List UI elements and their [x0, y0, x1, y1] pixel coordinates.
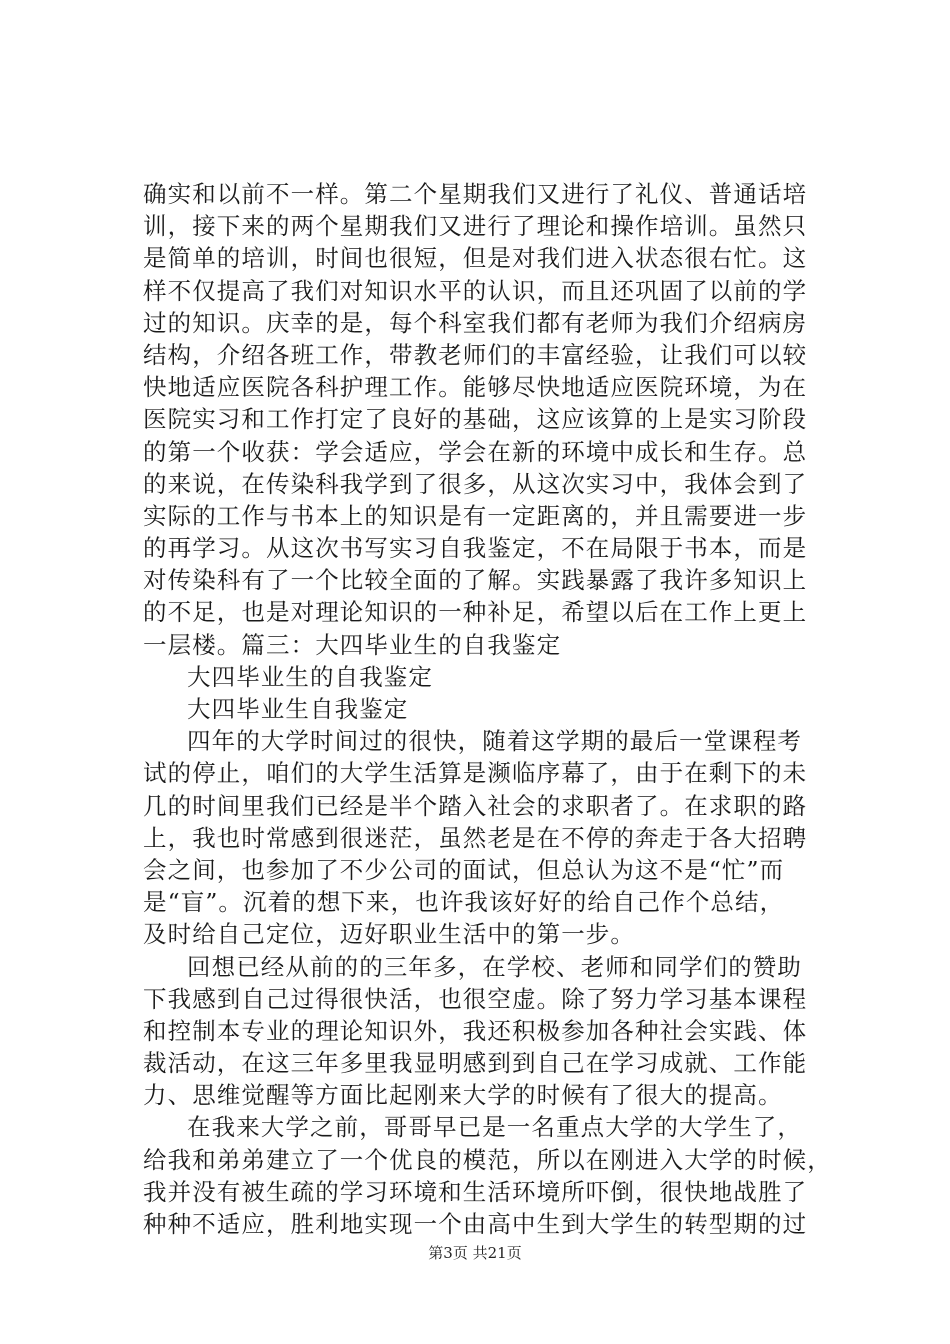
- text-line: 力、思维觉醒等方面比起刚来大学的时候有了很大的提高。: [143, 1081, 783, 1110]
- text-line: 结构，介绍各班工作，带教老师们的丰富经验，让我们可以较: [143, 340, 808, 369]
- text-line: 医院实习和工作打定了良好的基础，这应该算的上是实习阶段: [143, 405, 808, 434]
- text-line: 的再学习。从这次书写实习自我鉴定，不在局限于书本，而是: [143, 534, 808, 563]
- text-line: 上，我也时常感到很迷茫，虽然老是在不停的奔走于各大招聘: [143, 823, 808, 852]
- text-line: 和控制本专业的理论知识外，我还积极参加各种社会实践、体: [143, 1016, 808, 1045]
- text-line: 大四毕业生自我鉴定: [187, 695, 409, 723]
- text-line: 种种不适应，胜利地实现一个由高中生到大学生的转型期的过: [143, 1210, 808, 1238]
- text-line: 及时给自己定位，迈好职业生活中的第一步。: [143, 920, 635, 949]
- page-footer: 第3页 共21页: [428, 1244, 522, 1262]
- text-line: 确实和以前不一样。第二个星期我们又进行了礼仪、普通话培: [143, 180, 808, 208]
- text-line: 样不仅提高了我们对知识水平的认识，而且还巩固了以前的学: [143, 276, 808, 305]
- text-line: 四年的大学时间过的很快，随着这学期的最后一堂课程考: [187, 727, 802, 756]
- text-line: 过的知识。庆幸的是，每个科室我们都有老师为我们介绍病房: [143, 308, 808, 337]
- text-line: 是“盲”。沉着的想下来，也许我该好好的给自己作个总结，: [143, 888, 785, 917]
- text-line: 我并没有被生疏的学习环境和生活环境所吓倒，很快地战胜了: [143, 1177, 808, 1206]
- text-line: 是简单的培训，时间也很短，但是对我们进入状态很右忙。这: [143, 244, 808, 273]
- text-line: 下我感到自己过得很快活，也很空虚。除了努力学习基本课程: [143, 984, 808, 1013]
- text-line: 训，接下来的两个星期我们又进行了理论和操作培训。虽然只: [143, 212, 808, 241]
- text-line: 一层楼。篇三：大四毕业生的自我鉴定: [143, 630, 562, 659]
- text-line: 大四毕业生的自我鉴定: [187, 662, 433, 691]
- body-text: [143, 178, 843, 1240]
- text-line: 裁活动，在这三年多里我显明感到到自己在学习成就、工作能: [143, 1049, 808, 1078]
- text-line: 会之间，也参加了不少公司的面试，但总认为这不是“忙”而: [143, 855, 785, 884]
- text-line: 几的时间里我们已经是半个踏入社会的求职者了。在求职的路: [143, 791, 808, 820]
- text-line: 快地适应医院各科护理工作。能够尽快地适应医院环境，为在: [143, 373, 808, 402]
- text-line: 回想已经从前的的三年多，在学校、老师和同学们的赞助: [187, 952, 802, 981]
- text-line: 的第一个收获：学会适应，学会在新的环境中成长和生存。总: [143, 437, 808, 466]
- text-line: 对传染科有了一个比较全面的了解。实践暴露了我许多知识上: [143, 566, 808, 595]
- text-line: 的来说，在传染科我学到了很多，从这次实习中，我体会到了: [143, 469, 808, 498]
- text-line: 在我来大学之前，哥哥早已是一名重点大学的大学生了，: [187, 1113, 802, 1142]
- text-line: 给我和弟弟建立了一个优良的模范，所以在刚进入大学的时候，: [143, 1145, 832, 1174]
- text-line: 的不足，也是对理论知识的一种补足，希望以后在工作上更上: [143, 598, 808, 627]
- text-line: 实际的工作与书本上的知识是有一定距离的，并且需要进一步: [143, 501, 808, 530]
- text-line: 试的停止，咱们的大学生活算是濒临序幕了，由于在剩下的未: [143, 759, 808, 788]
